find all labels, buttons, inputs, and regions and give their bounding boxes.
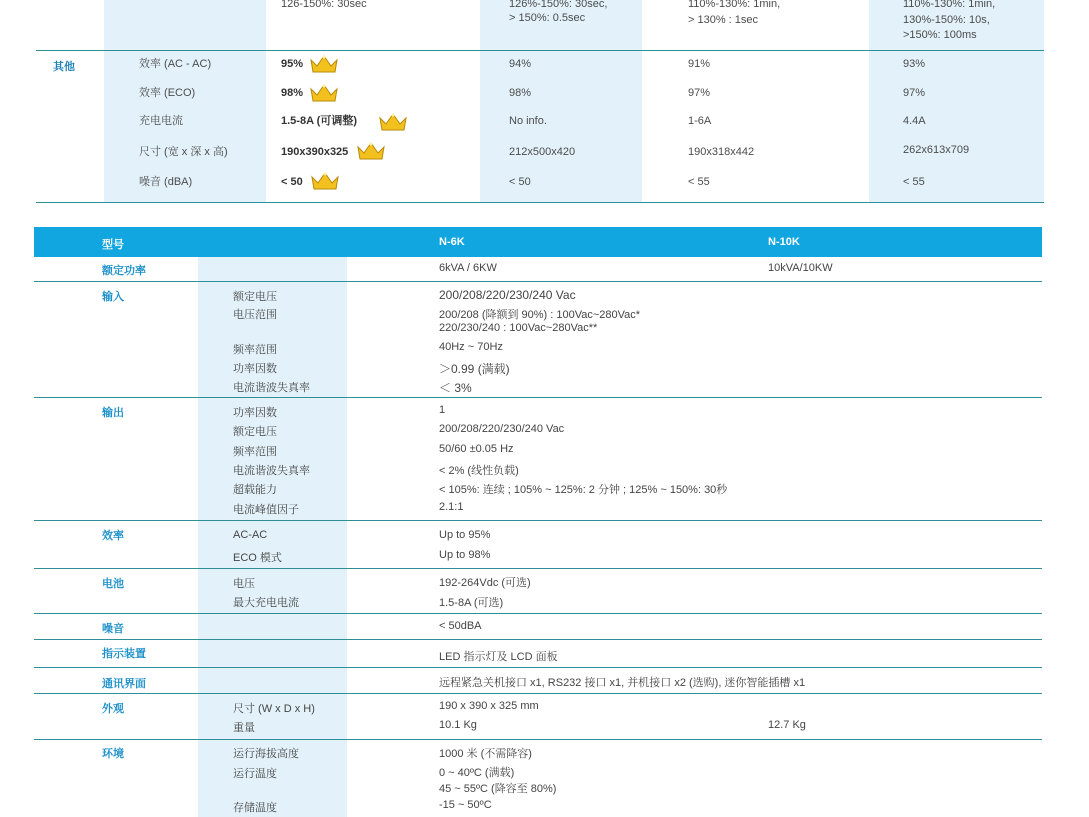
spec-label: 电流峰值因子 [233, 504, 299, 516]
row-d: 93% [903, 58, 926, 70]
spec-value: 45 ~ 55ºC (降容至 80%) [439, 783, 557, 795]
spec-value: 1000 米 (不需降容) [439, 748, 532, 760]
row-c: 1-6A [688, 115, 712, 127]
category-appearance: 外观 [102, 703, 124, 715]
row-c: 190x318x442 [688, 146, 755, 158]
spec-value: Up to 98% [439, 549, 491, 561]
row-b: No info. [509, 115, 547, 127]
row-label: 尺寸 (宽 x 深 x 高) [139, 146, 228, 158]
spec-value: 0 ~ 40ºC (满载) [439, 767, 515, 779]
category-input: 输入 [102, 291, 124, 303]
spec-value: ＞0.99 (满载) [439, 362, 510, 376]
row-d: 4.4A [903, 115, 926, 127]
row-c: 97% [688, 87, 711, 99]
overload-c-line2: > 130% : 1sec [688, 14, 759, 26]
spec-label: 频率范围 [233, 446, 277, 458]
crown-icon [310, 171, 340, 191]
row-b: 212x500x420 [509, 146, 576, 158]
category-battery: 电池 [102, 578, 124, 590]
spec-label: 功率因数 [233, 363, 277, 375]
spec-value: 2.1:1 [439, 501, 464, 513]
spec-value: 40Hz ~ 70Hz [439, 341, 503, 353]
spec-value: < 105%: 连续 ; 105% ~ 125%: 2 分钟 ; 125% ~ 150%: 30秒 [439, 484, 728, 496]
spec-label: 最大充电电流 [233, 597, 299, 609]
row-label: 效率 (ECO) [139, 87, 196, 99]
row-c: < 55 [688, 176, 710, 188]
spec-value: 190 x 390 x 325 mm [439, 700, 539, 712]
spec-value: LED 指示灯及 LCD 面板 [439, 651, 558, 663]
spec-label: 电压 [233, 578, 255, 590]
model-label: 型号 [102, 239, 124, 251]
spec-value: 50/60 ±0.05 Hz [439, 443, 514, 455]
spec-value: -15 ~ 50ºC [439, 799, 492, 811]
row-ours: 190x390x325 [281, 146, 349, 158]
row-d: 262x613x709 [903, 144, 970, 156]
row-label: 噪音 (dBA) [139, 176, 193, 188]
spec-label: 尺寸 (W x D x H) [233, 703, 315, 715]
row-b: 94% [509, 58, 532, 70]
row-b: 98% [509, 87, 532, 99]
spec-value: 1 [439, 404, 446, 416]
row-d: 97% [903, 87, 926, 99]
overload-d-line3: >150%: 100ms [903, 29, 977, 41]
brand-b-column-shade [480, 0, 642, 202]
spec-label: AC-AC [233, 529, 268, 541]
spec-value: < 50dBA [439, 620, 482, 632]
overload-d-line1: 110%-130%: 1min, [903, 0, 996, 10]
spec-label: 运行温度 [233, 768, 277, 780]
row-b: < 50 [509, 176, 531, 188]
divider [34, 568, 1042, 569]
row-label: 充电电流 [139, 115, 183, 127]
spec-value-b: 12.7 Kg [768, 719, 806, 731]
overload-b-line1: 126%-150%: 30sec, [509, 0, 608, 10]
category-environment: 环境 [102, 748, 124, 760]
row-ours: 1.5-8A (可调整) [281, 115, 357, 127]
row-ours: < 50 [281, 176, 303, 188]
spec-label: 电压范围 [233, 309, 277, 321]
divider [34, 397, 1042, 398]
spec-label: 重量 [233, 722, 255, 734]
category-efficiency: 效率 [102, 530, 124, 542]
spec-value: 220/230/240 : 100Vac~280Vac** [439, 322, 598, 334]
spec-label: 电流谐波失真率 [233, 465, 310, 477]
divider [34, 520, 1042, 521]
spec-value: 200/208/220/230/240 Vac [439, 288, 576, 302]
divider [34, 639, 1042, 640]
spec-value: ＜ 3% [439, 381, 472, 395]
category-display: 指示装置 [102, 648, 146, 660]
divider [34, 667, 1042, 668]
spec-label: 超载能力 [233, 484, 277, 496]
row-c: 91% [688, 58, 711, 70]
category-rated-power: 额定功率 [102, 265, 146, 277]
divider [34, 693, 1042, 694]
spec-label: 额定电压 [233, 426, 277, 438]
rated-power-a: 6kVA / 6KW [439, 262, 497, 274]
spec-value: 200/208/220/230/240 Vac [439, 423, 565, 435]
spec-value: 192-264Vdc (可选) [439, 577, 531, 589]
label-column-shade [104, 0, 266, 202]
model-a: N-6K [439, 236, 465, 248]
spec-label: 运行海拔高度 [233, 748, 299, 760]
divider [34, 613, 1042, 614]
rated-power-b: 10kVA/10KW [768, 262, 833, 274]
crown-icon [309, 54, 339, 74]
category-noise: 噪音 [102, 623, 124, 635]
crown-icon [378, 112, 408, 132]
spec-label: 额定电压 [233, 291, 277, 303]
divider [36, 50, 1044, 51]
divider [36, 202, 1044, 203]
category-output: 输出 [102, 407, 124, 419]
overload-b-line2: > 150%: 0.5sec [509, 12, 586, 24]
spec-label: 功率因数 [233, 407, 277, 419]
spec-label: 电流谐波失真率 [233, 382, 310, 394]
spec-value: 10.1 Kg [439, 719, 477, 731]
spec-label: 频率范围 [233, 344, 277, 356]
divider [34, 739, 1042, 740]
model-b: N-10K [768, 236, 800, 248]
category-other: 其他 [53, 61, 75, 73]
spec-label: 存储温度 [233, 802, 277, 814]
spec-value: 1.5-8A (可选) [439, 597, 504, 609]
row-d: < 55 [903, 176, 925, 188]
divider [34, 281, 1042, 282]
overload-d-line2: 130%-150%: 10s, [903, 14, 990, 26]
spec-value: 200/208 (降额到 90%) : 100Vac~280Vac* [439, 309, 641, 321]
row-ours: 95% [281, 58, 304, 70]
spec-header [34, 227, 1042, 257]
spec-value: Up to 95% [439, 529, 491, 541]
overload-ours: 126-150%: 30sec [281, 0, 367, 10]
row-label: 效率 (AC - AC) [139, 58, 212, 70]
spec-value: < 2% (线性负载) [439, 465, 519, 477]
spec-label: ECO 模式 [233, 552, 282, 564]
row-ours: 98% [281, 87, 304, 99]
overload-c-line1: 110%-130%: 1min, [688, 0, 781, 10]
crown-icon [356, 141, 386, 161]
category-communication: 通讯界面 [102, 678, 146, 690]
crown-icon [309, 83, 339, 103]
spec-value: 远程紧急关机接口 x1, RS232 接口 x1, 并机接口 x2 (选购), 迷你智能插槽 x1 [439, 677, 806, 689]
